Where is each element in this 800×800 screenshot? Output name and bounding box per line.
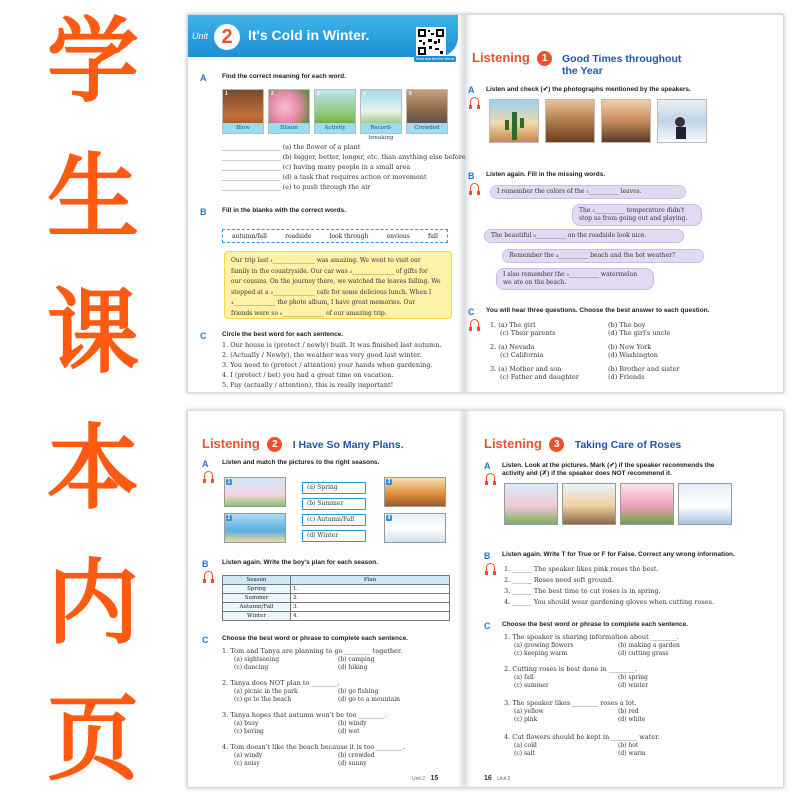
section-letter: A: [202, 459, 209, 469]
listening-title: Taking Care of Roses: [574, 439, 682, 451]
answer-option: (b) making a garden: [618, 642, 680, 649]
answer-option: (c) summer: [514, 682, 549, 689]
passage-line: ₄______________ the photo album, I have great memories. Our: [231, 299, 416, 306]
qr-caption: Scan and find the Words: [416, 57, 455, 61]
answer-option: (b) spring: [618, 674, 648, 681]
table-row: [223, 585, 450, 594]
photo-crowded: 5 Crowded: [406, 89, 448, 134]
plan-cell[interactable]: 4.: [291, 612, 450, 621]
section-instruction: Listen and check (✔) the photographs mentioned by the speakers.: [486, 86, 691, 93]
answer-option: (a) cold: [514, 742, 537, 749]
answer-option: (d) Washington: [608, 351, 658, 359]
speech-bubble: Remember the ₄__________ beach and the hot weather?: [502, 249, 704, 263]
table-row: [223, 603, 450, 612]
answer-option: (a) picnic in the park: [234, 688, 298, 695]
answer-option: (a) sightseeing: [234, 656, 280, 663]
answer-option: (a) windy: [234, 752, 263, 759]
question: 1. Tom and Tanya are planning to go ________ together.: [222, 647, 403, 655]
answer-option: (b) Brother and sister: [608, 365, 680, 373]
plan-cell[interactable]: 1.: [291, 585, 450, 594]
answer-option: (b) go fishing: [338, 688, 379, 695]
season-picture: 3: [384, 477, 446, 507]
exercise-item: 2. ______ Roses need soft ground.: [504, 576, 614, 584]
question: 1. The speaker is sharing information about ________.: [504, 633, 679, 641]
section-instruction: Listen. Look at the pictures. Mark (✔) if the speaker recommends the: [502, 462, 715, 469]
headphone-icon: [204, 471, 213, 480]
answer-option: (a) yellow: [514, 708, 544, 715]
word-bank-item: roadside: [285, 232, 312, 240]
section-letter: B: [484, 551, 491, 561]
answer-option: (d) cutting grass: [618, 650, 669, 657]
exercise-item: 3. You need to (protect / attention) your hands when gardening.: [222, 361, 433, 369]
side-title: [18, 6, 168, 796]
question: 3. Tanya hopes that autumn won't be too ________.: [222, 711, 387, 719]
question: 3. The speaker likes ________ roses a lot.: [504, 699, 637, 707]
side-char: 内: [46, 550, 139, 658]
answer-option: (d) sunny: [338, 760, 367, 767]
speech-bubble: I also remember the ₅__________ watermelon we ate on the beach.: [496, 268, 654, 290]
section-letter: A: [484, 461, 491, 471]
def-line: __________________ (e) to push through the air: [222, 183, 371, 191]
qr-code-icon: [416, 27, 446, 57]
section-letter: C: [468, 307, 475, 317]
rose-picture: [678, 483, 732, 525]
answer-option: (d) white: [618, 716, 646, 723]
season-picture: 1: [224, 477, 286, 507]
page-number: 16: [484, 775, 492, 782]
column-header: Plan: [291, 576, 450, 585]
season-cell: Spring: [223, 585, 291, 594]
answer-option: (c) Father and daughter: [500, 373, 579, 381]
question: 4. Tom doesn't like the beach because it is too ________.: [222, 743, 405, 751]
speech-bubble: The ₂__________ temperature didn't stop us from going out and playing.: [572, 204, 702, 226]
word-bank-item: full: [427, 232, 438, 240]
listening-heading: [484, 435, 681, 453]
section-letter: C: [484, 621, 491, 631]
photo-blow: 1 Blow: [222, 89, 264, 134]
season-picture: 4: [384, 513, 446, 543]
section-letter: A: [468, 85, 475, 95]
section-letter: B: [200, 207, 207, 217]
listening-title: Good Times throughout the Year: [562, 53, 682, 77]
answer-option: 2. (a) Nevada: [490, 343, 535, 351]
plan-cell[interactable]: 2.: [291, 594, 450, 603]
season-option: (b) Summer: [302, 498, 366, 510]
speech-bubble: I remember the colors of the ₁__________ leaves.: [490, 185, 686, 199]
word-bank-item: look through: [329, 232, 369, 240]
def-line: __________________ (c) having many people in a small area: [222, 163, 411, 171]
book-spine: [458, 411, 472, 787]
passage-line: our cousins. On the journey there, we watched the leaves falling. We: [231, 278, 441, 285]
table-header: [223, 576, 450, 585]
answer-option: (b) hot: [618, 742, 639, 749]
section-letter: C: [202, 635, 209, 645]
listening-heading: [202, 435, 404, 453]
photo-label: Activity: [315, 123, 355, 133]
answer-option: (c) keeping warm: [514, 650, 568, 657]
answer-option: (c) boring: [234, 728, 264, 735]
def-line: __________________ (a) the flower of a plant: [222, 143, 361, 151]
season-option: (c) Autumn/Fall: [302, 514, 366, 526]
answer-option: (d) winter: [618, 682, 649, 689]
answer-option: (a) busy: [234, 720, 259, 727]
photo-desert-cactus: [489, 99, 539, 143]
rose-picture: [562, 483, 616, 525]
answer-option: (d) wet: [338, 728, 360, 735]
answer-option: (c) noisy: [234, 760, 260, 767]
table-row: [223, 594, 450, 603]
answer-option: (b) crowded: [338, 752, 375, 759]
listening-word: Listening: [472, 50, 530, 65]
answer-option: (d) hiking: [338, 664, 368, 671]
answer-option: (b) The boy: [608, 321, 646, 329]
passage-line: family in the countryside. Our car was ₂______________ of gifts for: [231, 267, 428, 275]
section-letter: B: [202, 559, 209, 569]
unit-number: 2: [214, 24, 240, 50]
listening-number: 2: [267, 437, 282, 452]
section-instruction: Listen again. Write the boy's plan for each season.: [222, 559, 379, 566]
side-char: 学: [46, 8, 139, 115]
question: 2. Cutting roses is best done in ________.: [504, 665, 637, 673]
question: 4. Cut flowers should be kept in ________ water.: [504, 733, 660, 741]
unit-banner: [188, 15, 458, 61]
answer-option: (b) camping: [338, 656, 375, 663]
fill-in-passage: [224, 251, 452, 319]
headphone-icon: [204, 571, 213, 580]
table-row: [223, 612, 450, 621]
exercise-item: 5. Pay (actually / attention), this is really important!: [222, 381, 394, 389]
listening-heading: [472, 49, 552, 67]
exercise-item: 2. (Actually / Newly), the weather was very good last winter.: [222, 351, 422, 359]
section-letter: B: [468, 171, 475, 181]
exercise-item: 3. ______ The best time to cut roses is in spring.: [504, 587, 661, 595]
word-bank-item: autumn/fall: [232, 232, 267, 240]
column-header: Season: [223, 576, 291, 585]
plan-cell[interactable]: 3.: [291, 603, 450, 612]
passage-line: Our trip last ₁______________ was amazing. We went to visit our: [231, 257, 421, 264]
photo-bloom: 2 Bloom: [268, 89, 310, 134]
photo-label: Blow: [223, 123, 263, 133]
photo-snow: [657, 99, 707, 143]
unit-label: Unit: [192, 31, 209, 41]
section-instruction: Circle the best word for each sentence.: [222, 331, 344, 338]
section-instruction: Choose the best word or phrase to complete each sentence.: [222, 635, 409, 642]
section-instruction: Fill in the blanks with the correct words.: [222, 207, 346, 214]
textbook-spread-top: [187, 14, 784, 393]
rose-picture: [620, 483, 674, 525]
listening-title: I Have So Many Plans.: [292, 439, 404, 451]
exercise-item: 4. ______ You should wear gardening gloves when cutting roses.: [504, 598, 715, 606]
word-bank-item: envious: [386, 232, 410, 240]
unit-title: It's Cold in Winter.: [248, 27, 370, 43]
headphone-icon: [470, 183, 479, 192]
answer-option: (c) pink: [514, 716, 538, 723]
page-footer: 16 Unit 2: [484, 775, 511, 782]
def-line: __________________ (b) bigger, better, longer, etc. than anything else before: [222, 153, 466, 161]
photo-label: Crowded: [407, 123, 447, 133]
section-instruction: activity and (✗) if the speaker does NOT recommend it.: [502, 470, 672, 477]
season-option: (a) Spring: [302, 482, 366, 494]
speech-bubble: The beautiful ₃__________ on the roadside look nice.: [484, 229, 684, 243]
section-instruction: Choose the best word or phrase to complete each sentence.: [502, 621, 689, 628]
answer-option: (d) The girl's uncle: [608, 329, 671, 337]
season-cell: Autumn/Fall: [223, 603, 291, 612]
headphone-icon: [470, 319, 479, 328]
photo-family: [601, 99, 651, 143]
season-cell: Winter: [223, 612, 291, 621]
photo-label: Record-breaking: [361, 123, 401, 133]
headphone-icon: [470, 97, 479, 106]
section-instruction: Find the correct meaning for each word.: [222, 73, 346, 80]
answer-option: (c) salt: [514, 750, 535, 757]
page-footer: Unit 2 15: [412, 775, 439, 782]
answer-option: 3. (a) Mother and son: [490, 365, 562, 373]
answer-option: (b) red: [618, 708, 639, 715]
answer-option: (c) Their parents: [500, 329, 556, 337]
season-option: (d) Winter: [302, 530, 366, 542]
listening-number: 1: [537, 51, 552, 66]
answer-option: (c) go to the beach: [234, 696, 292, 703]
photo-record-breaking: 4 Record-breaking: [360, 89, 402, 134]
answer-option: (c) dancing: [234, 664, 269, 671]
listening-number: 3: [549, 437, 564, 452]
book-spine: [458, 15, 472, 392]
exercise-item: 4. I (protect / bet) you had a great time on vacation.: [222, 371, 394, 379]
plan-table: [222, 575, 450, 621]
exercise-item: 1. Our house is (protect / newly) built. It was finished last autumn.: [222, 341, 442, 349]
season-picture: 2: [224, 513, 286, 543]
side-char: 页: [46, 685, 139, 793]
answer-option: (b) New York: [608, 343, 652, 351]
textbook-spread-bottom: [187, 410, 784, 788]
listening-word: Listening: [484, 436, 542, 451]
photo-autumn-leaves: [545, 99, 595, 143]
answer-option: (d) Friends: [608, 373, 645, 381]
section-letter: A: [200, 73, 207, 83]
headphone-icon: [486, 563, 495, 572]
section-instruction: Listen and match the pictures to the right seasons.: [222, 459, 380, 466]
section-instruction: You will hear three questions. Choose the best answer to each question.: [486, 307, 710, 314]
passage-line: friends were so ₅______________ of our amazing trip.: [231, 309, 387, 317]
word-bank: [222, 229, 448, 243]
section-letter: C: [200, 331, 207, 341]
section-instruction: Listen again. Write T for True or F for False. Correct any wrong information.: [502, 551, 735, 558]
def-line: __________________ (d) a task that requires action or movement: [222, 173, 427, 181]
side-char: 生: [46, 143, 139, 251]
listening-word: Listening: [202, 436, 260, 451]
headphone-icon: [486, 473, 495, 482]
season-cell: Summer: [223, 594, 291, 603]
side-char: 课: [46, 279, 139, 387]
section-instruction: Listen again. Fill in the missing words.: [486, 171, 606, 178]
page-number: 15: [430, 775, 439, 782]
answer-option: (d) warm: [618, 750, 646, 757]
photo-label: Bloom: [269, 123, 309, 133]
answer-option: (b) windy: [338, 720, 367, 727]
answer-option: 1. (a) The girl: [490, 321, 536, 329]
question: 2. Tanya does NOT plan to ________.: [222, 679, 340, 687]
rose-picture: [504, 483, 558, 525]
passage-line: stopped at a ₃______________ cafe for some delicious lunch. When I: [231, 288, 432, 296]
exercise-item: 1. ______ The speaker likes pink roses the best.: [504, 565, 659, 573]
answer-option: (a) growing flowers: [514, 642, 574, 649]
answer-option: (d) go to a mountain: [338, 696, 401, 703]
answer-option: (c) California: [500, 351, 544, 359]
side-char: 本: [46, 414, 139, 522]
photo-activity: 3 Activity: [314, 89, 356, 134]
answer-option: (a) fall: [514, 674, 534, 681]
